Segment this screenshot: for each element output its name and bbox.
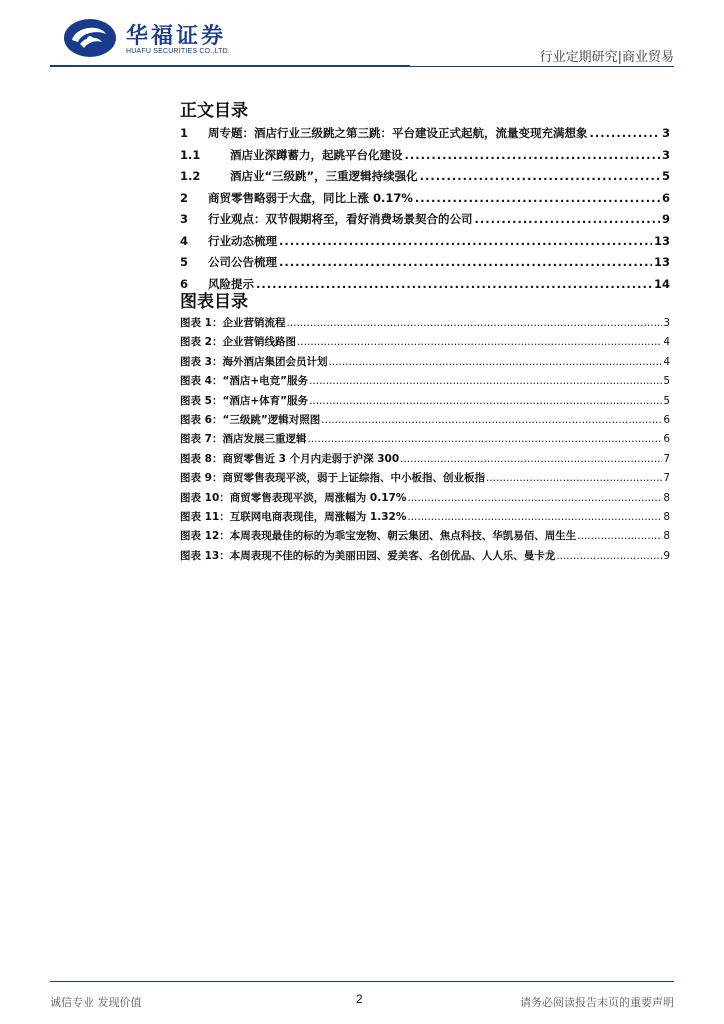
figure-entry[interactable] <box>180 509 670 528</box>
toc-entry-page: 3 <box>661 147 670 162</box>
toc-entry-number: 5 <box>180 255 189 269</box>
figure-leader-dots <box>556 550 662 562</box>
figure-entry-title: 图表 1：企业营销流程 <box>180 317 286 329</box>
toc-leader-dots <box>279 234 652 248</box>
figure-entry-title: 图表 12：本周表现最佳的标的为乖宝宠物、朝云集团、焦点科技、华凯易佰、周生生 <box>180 530 577 543</box>
footer-disclaimer: 请务必阅读报告末页的重要声明 <box>520 996 674 1009</box>
figure-entry-page: 8 <box>663 530 670 543</box>
figure-entry-title: 图表 6：“三级跳”逻辑对照图 <box>180 413 321 426</box>
toc-entry-number: 1.2 <box>180 169 201 183</box>
toc-leader-dots <box>279 255 652 269</box>
figure-entry[interactable] <box>180 412 670 431</box>
toc-entry[interactable] <box>180 147 670 169</box>
figure-entry[interactable] <box>180 451 670 470</box>
figure-entry-page: 8 <box>663 510 670 523</box>
toc-entry-page: 13 <box>653 255 670 269</box>
toc-leader-dots <box>475 212 660 226</box>
figure-leader-dots <box>407 492 662 504</box>
toc-entry-number: 3 <box>180 212 189 226</box>
figure-leader-dots <box>297 336 662 348</box>
toc-entry-title: 商贸零售略弱于大盘，同比上涨 0.17% <box>208 190 413 205</box>
toc-list <box>180 125 670 297</box>
figure-entry-title: 图表 5：“酒店+体育”服务 <box>180 394 309 407</box>
figure-entry-page: 4 <box>663 336 670 349</box>
toc-entry[interactable] <box>180 190 670 212</box>
figure-entry-title: 图表 2：企业营销线路图 <box>180 336 296 349</box>
toc-entry-title: 周专题：酒店行业三级跳之第三跳：平台建设正式起航，流量变现充满想象 <box>208 126 588 140</box>
figure-entry[interactable] <box>180 334 670 353</box>
figure-entry-page: 6 <box>663 413 670 426</box>
header-divider-accent <box>50 65 410 67</box>
figure-entry-title: 图表 11：互联网电商表现佳，周涨幅为 1.32% <box>180 510 407 523</box>
toc-entry[interactable] <box>180 125 670 147</box>
toc-entry-page: 13 <box>653 233 670 248</box>
logo-english-name: HUAFU SECURITIES CO.,LTD. <box>126 48 231 55</box>
toc-entry-title: 风险提示 <box>208 276 254 291</box>
figure-entry[interactable] <box>180 393 670 412</box>
toc-leader-dots <box>415 191 660 205</box>
figure-entry[interactable] <box>180 470 670 489</box>
toc-entry-number: 1.1 <box>180 147 201 162</box>
toc-entry-title: 酒店业“三级跳”，三重逻辑持续强化 <box>230 169 418 183</box>
figure-leader-dots <box>486 472 662 484</box>
figure-entry-page: 3 <box>663 317 670 329</box>
figure-entry-title: 图表 4：“酒店+电竞”服务 <box>180 375 309 388</box>
figures-list <box>180 315 670 567</box>
toc-entry-number: 4 <box>180 233 189 248</box>
figure-entry-title: 图表 7：酒店发展三重逻辑 <box>180 433 307 446</box>
figure-entry-page: 7 <box>663 472 670 485</box>
toc-leader-dots <box>590 126 660 140</box>
toc-entry-page: 6 <box>661 190 670 205</box>
figure-entry[interactable] <box>180 548 670 567</box>
toc-entry-title: 行业观点：双节假期将至，看好消费场景契合的公司 <box>208 212 473 226</box>
figure-entry[interactable] <box>180 490 670 509</box>
figure-leader-dots <box>286 317 662 329</box>
toc-heading: 正文目录 <box>180 101 248 121</box>
page-number: 2 <box>356 992 363 1006</box>
figure-entry-page: 4 <box>663 355 670 368</box>
toc-entry-number: 2 <box>180 190 189 205</box>
toc-entry[interactable] <box>180 276 670 298</box>
figure-entry-page: 6 <box>663 433 670 446</box>
figure-leader-dots <box>328 356 662 368</box>
figure-entry-page: 8 <box>663 491 670 504</box>
toc-entry-title: 行业动态梳理 <box>208 233 277 248</box>
figure-leader-dots <box>309 395 662 407</box>
figure-entry-page: 5 <box>663 394 670 407</box>
report-type-label: 行业定期研究|商业贸易 <box>539 50 674 65</box>
toc-entry-title: 酒店业深蹲蓄力，起跳平台化建设 <box>230 147 403 162</box>
toc-entry[interactable] <box>180 233 670 255</box>
toc-entry-number: 1 <box>180 126 189 140</box>
figure-leader-dots <box>321 414 662 426</box>
footer-divider <box>50 981 674 982</box>
toc-leader-dots <box>420 169 660 183</box>
figure-entry-title: 图表 9：商贸零售表现平淡，弱于上证综指、中小板指、创业板指 <box>180 472 485 485</box>
figure-entry-page: 5 <box>663 375 670 388</box>
figure-entry[interactable] <box>180 373 670 392</box>
toc-entry-title: 公司公告梳理 <box>208 255 277 269</box>
figure-entry[interactable] <box>180 315 670 334</box>
figure-entry-title: 图表 3：海外酒店集团会员计划 <box>180 355 328 368</box>
company-logo <box>62 16 252 60</box>
toc-entry-page: 9 <box>661 212 670 226</box>
toc-leader-dots <box>256 277 652 291</box>
figure-entry[interactable] <box>180 528 670 547</box>
toc-entry-number: 6 <box>180 276 189 291</box>
figure-leader-dots <box>309 375 662 387</box>
figure-entry-page: 7 <box>663 452 670 465</box>
figure-entry[interactable] <box>180 431 670 450</box>
figure-entry-page: 9 <box>663 549 670 562</box>
toc-entry-page: 14 <box>653 276 670 291</box>
figure-leader-dots <box>400 453 662 465</box>
figure-entry-title: 图表 10：商贸零售表现平淡，周涨幅为 0.17% <box>180 491 407 504</box>
figure-leader-dots <box>577 530 662 542</box>
figures-heading: 图表目录 <box>180 292 248 312</box>
toc-entry[interactable] <box>180 211 670 233</box>
footer-slogan: 诚信专业 发现价值 <box>50 996 142 1009</box>
figure-entry[interactable] <box>180 354 670 373</box>
logo-chinese-name: 华福证券 <box>126 24 227 49</box>
toc-leader-dots <box>405 148 660 162</box>
figure-leader-dots <box>407 511 662 523</box>
toc-entry-page: 5 <box>661 169 670 183</box>
logo-swirl-icon <box>62 16 118 60</box>
toc-entry[interactable] <box>180 254 670 276</box>
toc-entry-page: 3 <box>661 126 670 140</box>
toc-entry[interactable] <box>180 168 670 190</box>
figure-entry-title: 图表 8：商贸零售近 3 个月内走弱于沪深 300 <box>180 452 400 465</box>
figure-entry-title: 图表 13：本周表现不佳的标的为美丽田园、爱美客、名创优品、人人乐、曼卡龙 <box>180 549 556 562</box>
figure-leader-dots <box>307 433 662 445</box>
